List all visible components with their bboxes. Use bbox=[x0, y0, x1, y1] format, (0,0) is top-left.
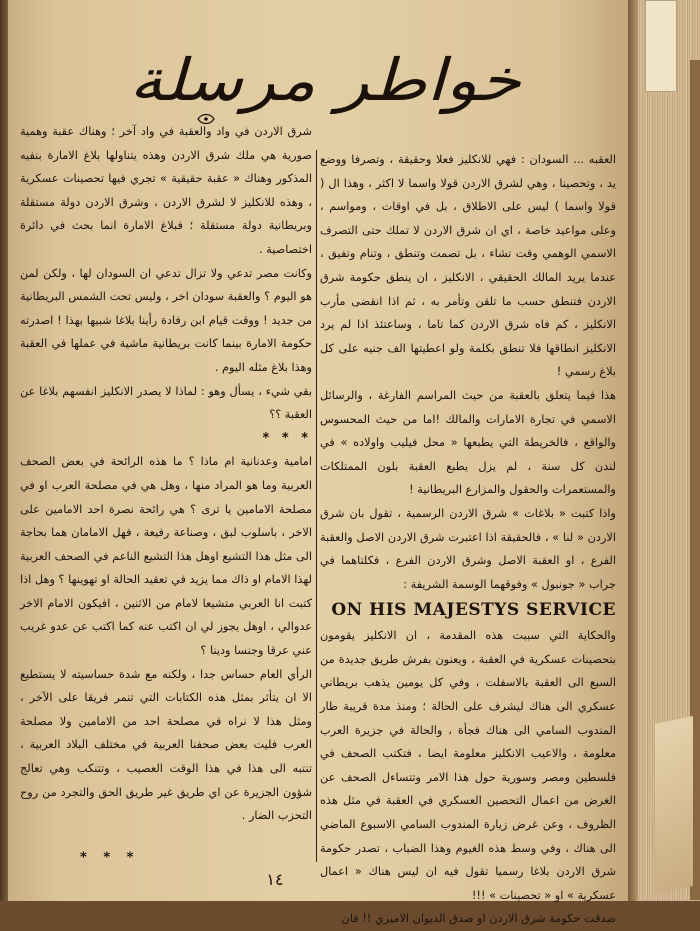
right-paragraph-3: واذا كتبت « بلاغات » شرق الاردن الرسمية ، تقول بان شرق الاردن « لنا » ، فالحقيقة اذا اعتبرت شرق الاردن الاصل والعقبة الفرع ، او العقبة الاصل وشرق الاردن الفرع ، فكلتاهما في جراب « جونبول » وفوقهما الوسمة الشريفة : bbox=[320, 506, 616, 591]
left-paragraph-5: الرأي العام حساس جدا ، ولكنه مع شدة حساسيته لا يستطيع الا ان يتأثر بمثل هذه الكتابات التي تنمر فريقا على الآخر ، ومثل هذا لا نراه في مصلحة احد من الامامين ولا مصلحة العرب فليت بعض صحفنا العربية في مختلف البلاد العربية ، تنتبه الى هذا في هذا الوقت العصيب ، وتتنكب وهي تعالج شؤون الجزيرة عن اي طريق غير طريق الحق والتجرد من روح التحزب الضار . bbox=[20, 667, 312, 823]
left-paragraph-1: شرق الاردن في واد والعقبة في واد آخر ؛ وهناك عقبة وهمية صورية هي ملك شرق الاردن وهذه يتناولها بلاغ الامارة بنفيه المذكور وهناك « عقبة حقيقية » تجري فيها تحصينات عسكرية ، وهذه للانكليز لا لشرق الاردن ، وشرق الاردن دولة مستقلة وبريطانية دولة مستقلة ؛ فبلاغ الامارة انما بحث في دائرة اختصاصية . bbox=[20, 125, 312, 256]
section-divider-stars: * * * bbox=[262, 430, 312, 446]
left-paragraph-3: بقي شيء ، يسأل وهو : لماذا لا يصدر الانكليز انفسهم بلاغا عن العقبة ؟؟ bbox=[20, 384, 312, 422]
page-number: ١٤ bbox=[266, 870, 284, 889]
right-paragraph-2: هذا فيما يتعلق بالعقبة من حيث المراسم الفارغة ، والرسائل الاسمي في تجارة الامارات والمالك !اما من حيث المحسوس والواقع ، فالخريطة التي يطبعها « محل فيليب واولاده » في لندن كل سنة ، لم يزل يطبع العقبة بلون الممتلكات والمستعمرات والحقول والمزارع البريطانية ! bbox=[320, 388, 616, 497]
folded-page-corner bbox=[655, 716, 693, 894]
left-article-column bbox=[20, 120, 312, 828]
left-paragraph-4: امامية وعدنانية ام ماذا ؟ ما هذه الرائحة في بعض الصحف العربية وما هو المراد منها ، وهل هي في مصلحة العرب او في مصلحة الامامين يا ترى ؟ هي رائحة نصرة احد الامامين على الاخر ، باسلوب لبق ، وصناعة رفيعة ، فهل الامامان هما بحاجة الى مثل هذا التشيع اوهل هذا التشيع الناعم في الصحف العربية لهذا الامام او ذاك مما يزيد في تعقيد الحالة او تهوينها ؟ وهل اذا كتبت انا العربي متشيعا لامام من الاثنين ، افيكون الامام الاخر عدوالي ، اوهل يجوز لي ان اكتب عنه كما اكتب عن عدو غريب عني عرقا وجنسا ودينا ؟ bbox=[20, 455, 312, 658]
page-gutter-shadow bbox=[628, 0, 638, 901]
right-article-column bbox=[320, 148, 616, 931]
english-stamp-line: ON HIS MAJESTYS SERVICE bbox=[331, 600, 616, 621]
right-paragraph-1: العقبه ... السودان : فهي للانكليز فعلا وحقيقة ، وتصرفا ووضع يد ، وتحصينا ، وهي لشرق الاردن قولا واسما لا اكثر ، وهذا ال ( قولا واسما ) ليس على الاطلاق ، بل في اوقات ، ومواسم ، وعلى مواعيد خاصة ، اي ان شرق الاردن لا تملك حتى التصرف الاسمي الوهمي وقت تشاء ، بل تصمت وتنطق ، وتنام وتفيق ، عندما يريد المالك الحقيقي ، الانكليز ، ان ينطق حكومة شرق الاردن فتنطق حسب ما تلقن وتأمر به ، ثم اذا انقضى مأرب الانكليز ، كم فاه شرق الاردن كما تاما ، وساعتئذ اذا لم يرد الانكليز انطاقها فلا تنطق بكلمة ولو اعطيتها الف جنيه على كل بلاغ رسمي ! bbox=[320, 153, 616, 379]
bottom-divider-stars: * * * bbox=[80, 850, 140, 865]
page-marker-tab bbox=[645, 0, 677, 92]
column-divider-rule bbox=[316, 150, 317, 862]
left-paragraph-2: وكانت مصر تدعي ولا تزال تدعي ان السودان لها ، ولكن لمن هو اليوم ؟ والعقبة سودان اخر ، وليس تحت الشمس البريطانية من جديد ! ووقت قيام ابن رفادة رأينا بلاغا شبيها بهذا ! اصدرته حكومة الامارة بينما كانت بريطانية ماشية في عملها في العقبة وهذا بلاغ مثله اليوم . bbox=[20, 266, 312, 374]
right-paragraph-5: صدقت حكومة شرق الاردن او صدق الديوان الاميري !! فان bbox=[341, 912, 616, 926]
right-paragraph-4: والحكاية التي سببت هذه المقدمة ، ان الانكليز يقومون بتحصينات عسكرية في العقبة ، ويعنون بفرش طريق جديدة من السبع الى العقبة بالاسفلت ، وفي كل يومين يذهب بريطاني عسكري الى هناك ليشرف على الحالة ؛ ومنذ مدة قريبة طار المندوب السامي الى هناك فجأة ، والحالة في جزيرة العرب معلومة ، والاعيب الانكليز معلومة ايضا ، فتكتب الصحف في فلسطين ومصر وسورية حول هذا الامر وتتساءل الصحف عن الغرض من اعمال التحصين العسكري في العقبة في مثل هذه الظروف ، وعن غرض زيارة المندوب السامي الاسبوع الماضي الى هناك ، وفي وسط هذه الغيوم وهذا الضباب ، تصدر حكومة شرق الاردن بلاغا رسميا تقول فيه ان ليس هناك « اعمال عسكرية » او « تحصينات » !!! bbox=[320, 629, 616, 902]
masthead-title: خواطر مرسلة bbox=[129, 46, 521, 114]
